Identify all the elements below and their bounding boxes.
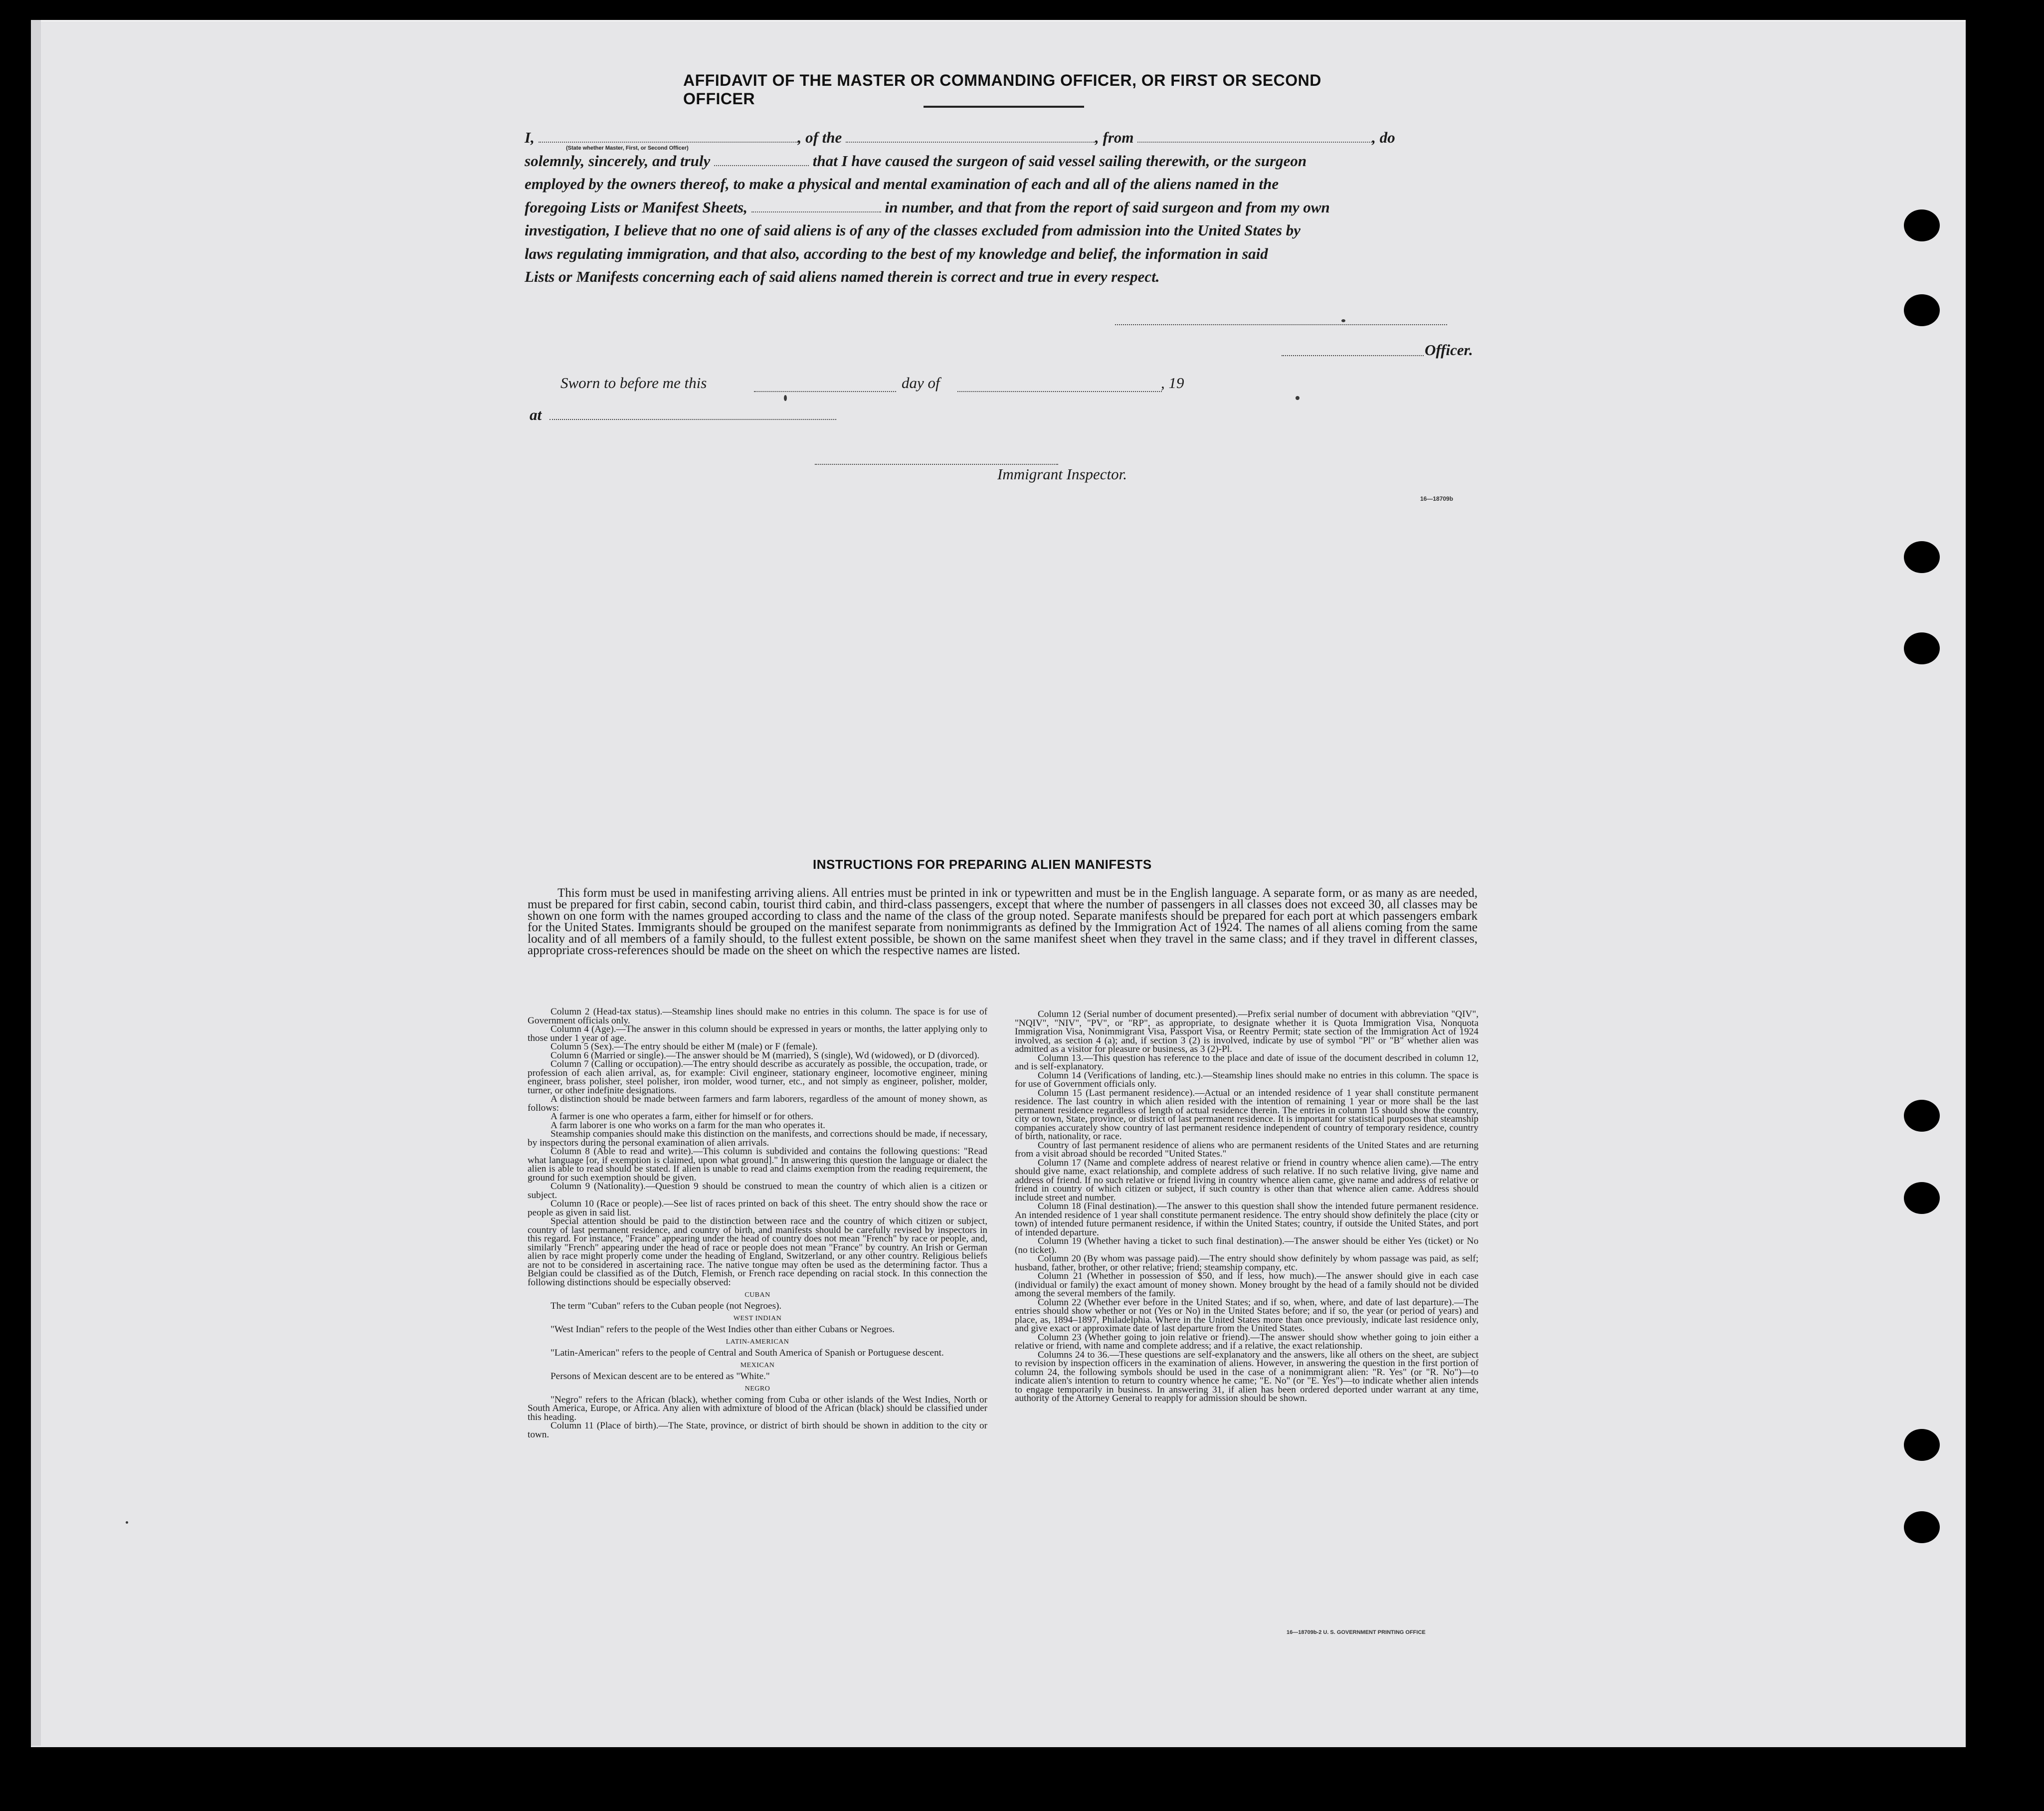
officer-title-line bbox=[1282, 355, 1424, 356]
left-paragraph: Column 7 (Calling or occupation).—The entry should describe as accurately as possible, the occupation, trade, or profession of each alien arrival, as, for example: Civil engineer, stationary engineer, locomotive engineer, mining engineer, brass polisher, steel polisher, iron molder, wood turner, etc., and not simply as engineer, polisher, molder, turner, or other indefinite designations. bbox=[528, 1059, 987, 1096]
ink-speck bbox=[1296, 396, 1300, 400]
cuban-definition: The term "Cuban" refers to the Cuban people (not Negroes). bbox=[551, 1300, 782, 1311]
west-indian-definition: "West Indian" refers to the people of the West Indies other than either Cubans or Negroes. bbox=[551, 1324, 895, 1335]
west-indian-heading: WEST INDIAN bbox=[733, 1315, 782, 1322]
sworn-label: Sworn to before me this bbox=[560, 374, 707, 392]
day-of-label: day of bbox=[902, 374, 940, 392]
punch-hole bbox=[1904, 1182, 1940, 1214]
at-label: at bbox=[530, 406, 542, 423]
affidavit-do: , do bbox=[1372, 129, 1395, 146]
port-blank bbox=[1137, 131, 1372, 143]
left-paragraph: Column 8 (Able to read and write).—This column is subdivided and contains the following questions: "Read what language [or, if exemption is claimed, upon what ground]." In answering this question the language or dialect the alien is able to read should be stated. If alien is unable to read and claims exemption from the reading requirement, the ground for such exemption should be given. bbox=[528, 1146, 987, 1183]
punch-hole bbox=[1904, 632, 1940, 664]
sworn-day-blank bbox=[754, 391, 896, 392]
left-paragraph: Column 5 (Sex).—The entry should be either M (male) or F (female). bbox=[551, 1041, 818, 1052]
printing-office-footer: 16—18709b-2 U. S. GOVERNMENT PRINTING OFFICE bbox=[1287, 1629, 1426, 1635]
left-paragraph: A farmer is one who operates a farm, either for himself or for others. bbox=[551, 1111, 813, 1122]
vessel-name-blank bbox=[846, 131, 1095, 143]
officer-signature-line bbox=[1115, 324, 1447, 325]
left-paragraph: Steamship companies should make this distinction on the manifests, and corrections should be made, if necessary, by inspectors during the personal examination of alien arrivals. bbox=[528, 1129, 987, 1148]
right-paragraph: Columns 24 to 36.—These questions are self-explanatory and the answers, like all others on the sheet, are subject to revision by inspection officers in the examination of aliens. However, in answering the question in the first portion of column 24, the following symbols should be used in the case of a nonimmigrant alien: "R. Yes" (or "R. No")—to indicate alien's intention to return to country whence he came; "E. No" (or "E. Yes")—to indicate whether alien intends to engage temporarily in business. In answering 31, if alien has been ordered deported under warrant at any time, authority of the Attorney General to reapply for admission should be shown. bbox=[1015, 1349, 1479, 1404]
right-paragraph: Country of last permanent residence of aliens who are permanent residents of the United States and are returning from a visit abroad should be recorded "United States." bbox=[1015, 1140, 1479, 1159]
right-paragraph: Column 15 (Last permanent residence).—Actual or an intended residence of 1 year shall constitute permanent residence. The last country in which alien resided with the intention of remaining 1 year or more shall be the last permanent residence regardless of length of actual residence therein. The entries in column 15 should show the country, city or town, State, province, or district of last permanent residence. It is important for statistical purposes that steamship companies accurately show country of last permanent residence independent of country of temporary residence, country of birth, nationality, or race. bbox=[1015, 1087, 1479, 1142]
punch-hole bbox=[1904, 1511, 1940, 1543]
latin-american-definition: "Latin-American" refers to the people of Central and South America of Spanish or Portuguese descent. bbox=[551, 1347, 944, 1358]
punch-hole bbox=[1904, 209, 1940, 241]
latin-american-heading: LATIN-AMERICAN bbox=[726, 1338, 789, 1346]
punch-hole bbox=[1904, 1100, 1940, 1132]
affidavit-title: AFFIDAVIT OF THE MASTER OR COMMANDING OFFICER, OR FIRST OR SECOND OFFICER bbox=[683, 71, 1321, 108]
affidavit-line-2 bbox=[525, 150, 1482, 173]
right-paragraph: Column 22 (Whether ever before in the United States; and if so, when, where, and date of last departure).—The entries should show whether or not (Yes or No) in the United States before; and if so, the year (or period of years) and place, as, 1894–1897, Philadelphia. Where in the United States more than once previously, indicate last residence only, and give exact or approximate date of last departure from the United States. bbox=[1015, 1297, 1479, 1334]
instructions-left-column bbox=[528, 1007, 987, 1439]
left-paragraph: Column 2 (Head-tax status).—Steamship lines should make no entries in this column. The space is for use of Government officials only. bbox=[528, 1006, 987, 1026]
right-paragraph: Column 12 (Serial number of document presented).—Prefix serial number of document with abbreviation "QIV", "NQIV", "NIV", "PV", or "RP", as appropriate, to designate whether it is Quota Immigration Visa, Nonquota Immigration Visa, Nonimmigrant Visa, Passport Visa, or Reentry Permit; state section of the Immigration Act of 1924 involved, as section 4 (a); and, if section 3 (2) is involved, indicate by use of symbol "Pl" or "B" whether alien was admitted as a visitor for pleasure or business, as 3 (2)-Pl. bbox=[1015, 1009, 1479, 1054]
officer-label: Officer. bbox=[1425, 341, 1473, 359]
column-11-instruction: Column 11 (Place of birth).—The State, province, or district of birth should be shown in addition to the city or town. bbox=[528, 1420, 987, 1440]
inspector-signature-line bbox=[815, 464, 1058, 465]
right-paragraph: Column 23 (Whether going to join relative or friend).—The answer should show whether going to join either a relative or friend, with name and complete address; and if a relative, the exact relationship. bbox=[1015, 1332, 1479, 1351]
right-paragraph: Column 14 (Verifications of landing, etc.).—Steamship lines should make no entries in this column. The space is for use of Government officials only. bbox=[1015, 1070, 1479, 1089]
cuban-heading: CUBAN bbox=[744, 1291, 770, 1299]
sheet-count-blank bbox=[751, 201, 881, 212]
paper-fold-edge bbox=[31, 20, 41, 1746]
right-paragraph: Column 21 (Whether in possession of $50, and if less, how much).—The answer should give in each case (individual or family) the exact amount of money shown. Money brought by the head of a family should not be divided among the several members of the family. bbox=[1015, 1271, 1479, 1299]
right-paragraph: Column 20 (By whom was passage paid).—The entry should show definitely by whom passage was paid, as self; husband, father, brother, or other relative; friend; steamship company, etc. bbox=[1015, 1253, 1479, 1273]
affidavit-line-7: Lists or Manifests concerning each of said aliens named therein is correct and true in every respect. bbox=[525, 268, 1160, 285]
affidavit-solemnly: solemnly, sincerely, and truly bbox=[525, 152, 711, 170]
right-paragraph: Column 17 (Name and complete address of nearest relative or friend in country whence alien came).—The entry should give name, exact relationship, and complete address of such relative. If no such relative living, give name and address of friend. If no such relative or friend living in country whence alien came, give name and address of relative or friend in country of which citizen or subject, if such country is other than that whence alien came. Address should include street and number. bbox=[1015, 1157, 1479, 1203]
affidavit-foregoing-lists: foregoing Lists or Manifest Sheets, bbox=[525, 198, 747, 216]
officer-name-blank bbox=[539, 131, 798, 143]
title-underline bbox=[924, 106, 1084, 108]
affidavit-line-5: investigation, I believe that no one of said aliens is of any of the classes excluded from admission into the United States by bbox=[525, 221, 1301, 239]
mexican-definition: Persons of Mexican descent are to be entered as "White." bbox=[551, 1371, 770, 1382]
right-paragraph: Column 18 (Final destination).—The answer to this question shall show the intended future permanent residence. An intended residence of 1 year shall constitute permanent residence. The entry should show definitely the place (city or town) of intended future permanent residence, if within the United States; country, if outside the United States, and port of intended departure. bbox=[1015, 1201, 1479, 1238]
right-paragraph: Column 13.—This question has reference to the place and date of issue of the document described in column 12, and is self-explanatory. bbox=[1015, 1052, 1479, 1072]
affidavit-surgeon-clause: that I have caused the surgeon of said vessel sailing therewith, or the surgeon bbox=[812, 152, 1307, 170]
instructions-title: INSTRUCTIONS FOR PREPARING ALIEN MANIFESTS bbox=[813, 857, 1152, 872]
ink-speck bbox=[126, 1521, 128, 1524]
at-place-blank bbox=[550, 419, 836, 420]
inspector-label: Immigrant Inspector. bbox=[997, 465, 1127, 483]
right-paragraph: Column 19 (Whether having a ticket to such final destination).—The answer should be either Yes (ticket) or No (no ticket). bbox=[1015, 1236, 1479, 1255]
negro-heading: NEGRO bbox=[744, 1385, 770, 1393]
ink-speck bbox=[784, 395, 787, 401]
sworn-month-blank bbox=[957, 391, 1162, 392]
affidavit-line-4 bbox=[525, 196, 1482, 219]
affidavit-in-number: in number, and that from the report of said surgeon and from my own bbox=[885, 198, 1330, 216]
instructions-intro: This form must be used in manifesting arriving aliens. All entries must be printed in ink or typewritten and must be in the English language. A separate form, or as many as are needed, must be prepared for first cabin, second cabin, tourist third cabin, and third-class passengers, except that where the number of passengers in all classes does not exceed 30, all classes may be shown on one form with the names grouped according to class and the name of the class of the group noted. Separate manifests should be prepared for each port at which passengers embark for the United States. Immigrants should be grouped on the manifest separate from nonimmigrants as defined by the Immigration Act of 1924. The names of all aliens coming from the same locality and of all members of a family should, to the fullest extent possible, be shown on the same manifest sheet when they travel in the same class; and if they travel in different classes, appropriate cross-references should be made on the sheet on which the respective names are listed. bbox=[528, 886, 1478, 957]
form-number-top: 16—18709b bbox=[1420, 495, 1454, 502]
affidavit-line-3: employed by the owners thereof, to make a physical and mental examination of each and all of the aliens named in the bbox=[525, 175, 1279, 193]
left-paragraph: A farm laborer is one who works on a farm for the man who operates it. bbox=[551, 1120, 825, 1131]
left-paragraph: Column 4 (Age).—The answer in this column should be expressed in years or months, the latter applying only to those under 1 year of age. bbox=[528, 1024, 987, 1043]
punch-hole bbox=[1904, 294, 1940, 326]
left-paragraph: Special attention should be paid to the distinction between race and the country of which citizen or subject, country of last permanent residence, and country of birth, and manifests should be carefully revised by inspectors in this regard. For instance, "France" appearing under the head of country does not mean "French" by race or people, and, similarly "French" appearing under the head of race or people does not mean "France" by country. An Irish or German alien by race might properly come under the heading of England, Switzerland, or any other country. Religious beliefs are not to be considered in ascertaining race. The native tongue may often be used as the determining factor. Thus a Belgian could be classified as of the Dutch, Flemish, or French race depending on racial stock. In this connection the following distinctions should be especially observed: bbox=[528, 1216, 987, 1288]
mexican-heading: MEXICAN bbox=[740, 1362, 775, 1369]
officer-rank-note: (State whether Master, First, or Second Officer) bbox=[566, 145, 689, 151]
left-paragraph: Column 6 (Married or single).—The answer should be M (married), S (single), Wd (widowed), or D (divorced). bbox=[551, 1050, 980, 1061]
affidavit-word-i: I, bbox=[525, 129, 535, 146]
instructions-right-column bbox=[1015, 1010, 1479, 1403]
year-19-label: , 19 bbox=[1161, 374, 1184, 392]
left-paragraph: Column 10 (Race or people).—See list of races printed on back of this sheet. The entry should show the race or people as given in said list. bbox=[528, 1199, 987, 1218]
affidavit-from: , from bbox=[1095, 129, 1134, 146]
affidavit-line-6: laws regulating immigration, and that also, according to the best of my knowledge and belief, the information in said bbox=[525, 244, 1268, 262]
ink-speck bbox=[1341, 319, 1345, 322]
punch-hole bbox=[1904, 541, 1940, 573]
left-paragraph: A distinction should be made between farmers and farm laborers, regardless of the amount of money shown, as follows: bbox=[528, 1094, 987, 1113]
oath-type-blank bbox=[714, 154, 809, 166]
punch-hole bbox=[1904, 1429, 1940, 1461]
left-paragraph: Column 9 (Nationality).—Question 9 should be construed to mean the country of which alien is a citizen or subject. bbox=[528, 1181, 987, 1201]
affidavit-of-the: , of the bbox=[797, 129, 842, 146]
negro-definition: "Negro" refers to the African (black), whether coming from Cuba or other islands of the West Indies, North or South America, Europe, or Africa. Any alien with admixture of blood of the African (black) should be classified under this heading. bbox=[528, 1394, 987, 1422]
